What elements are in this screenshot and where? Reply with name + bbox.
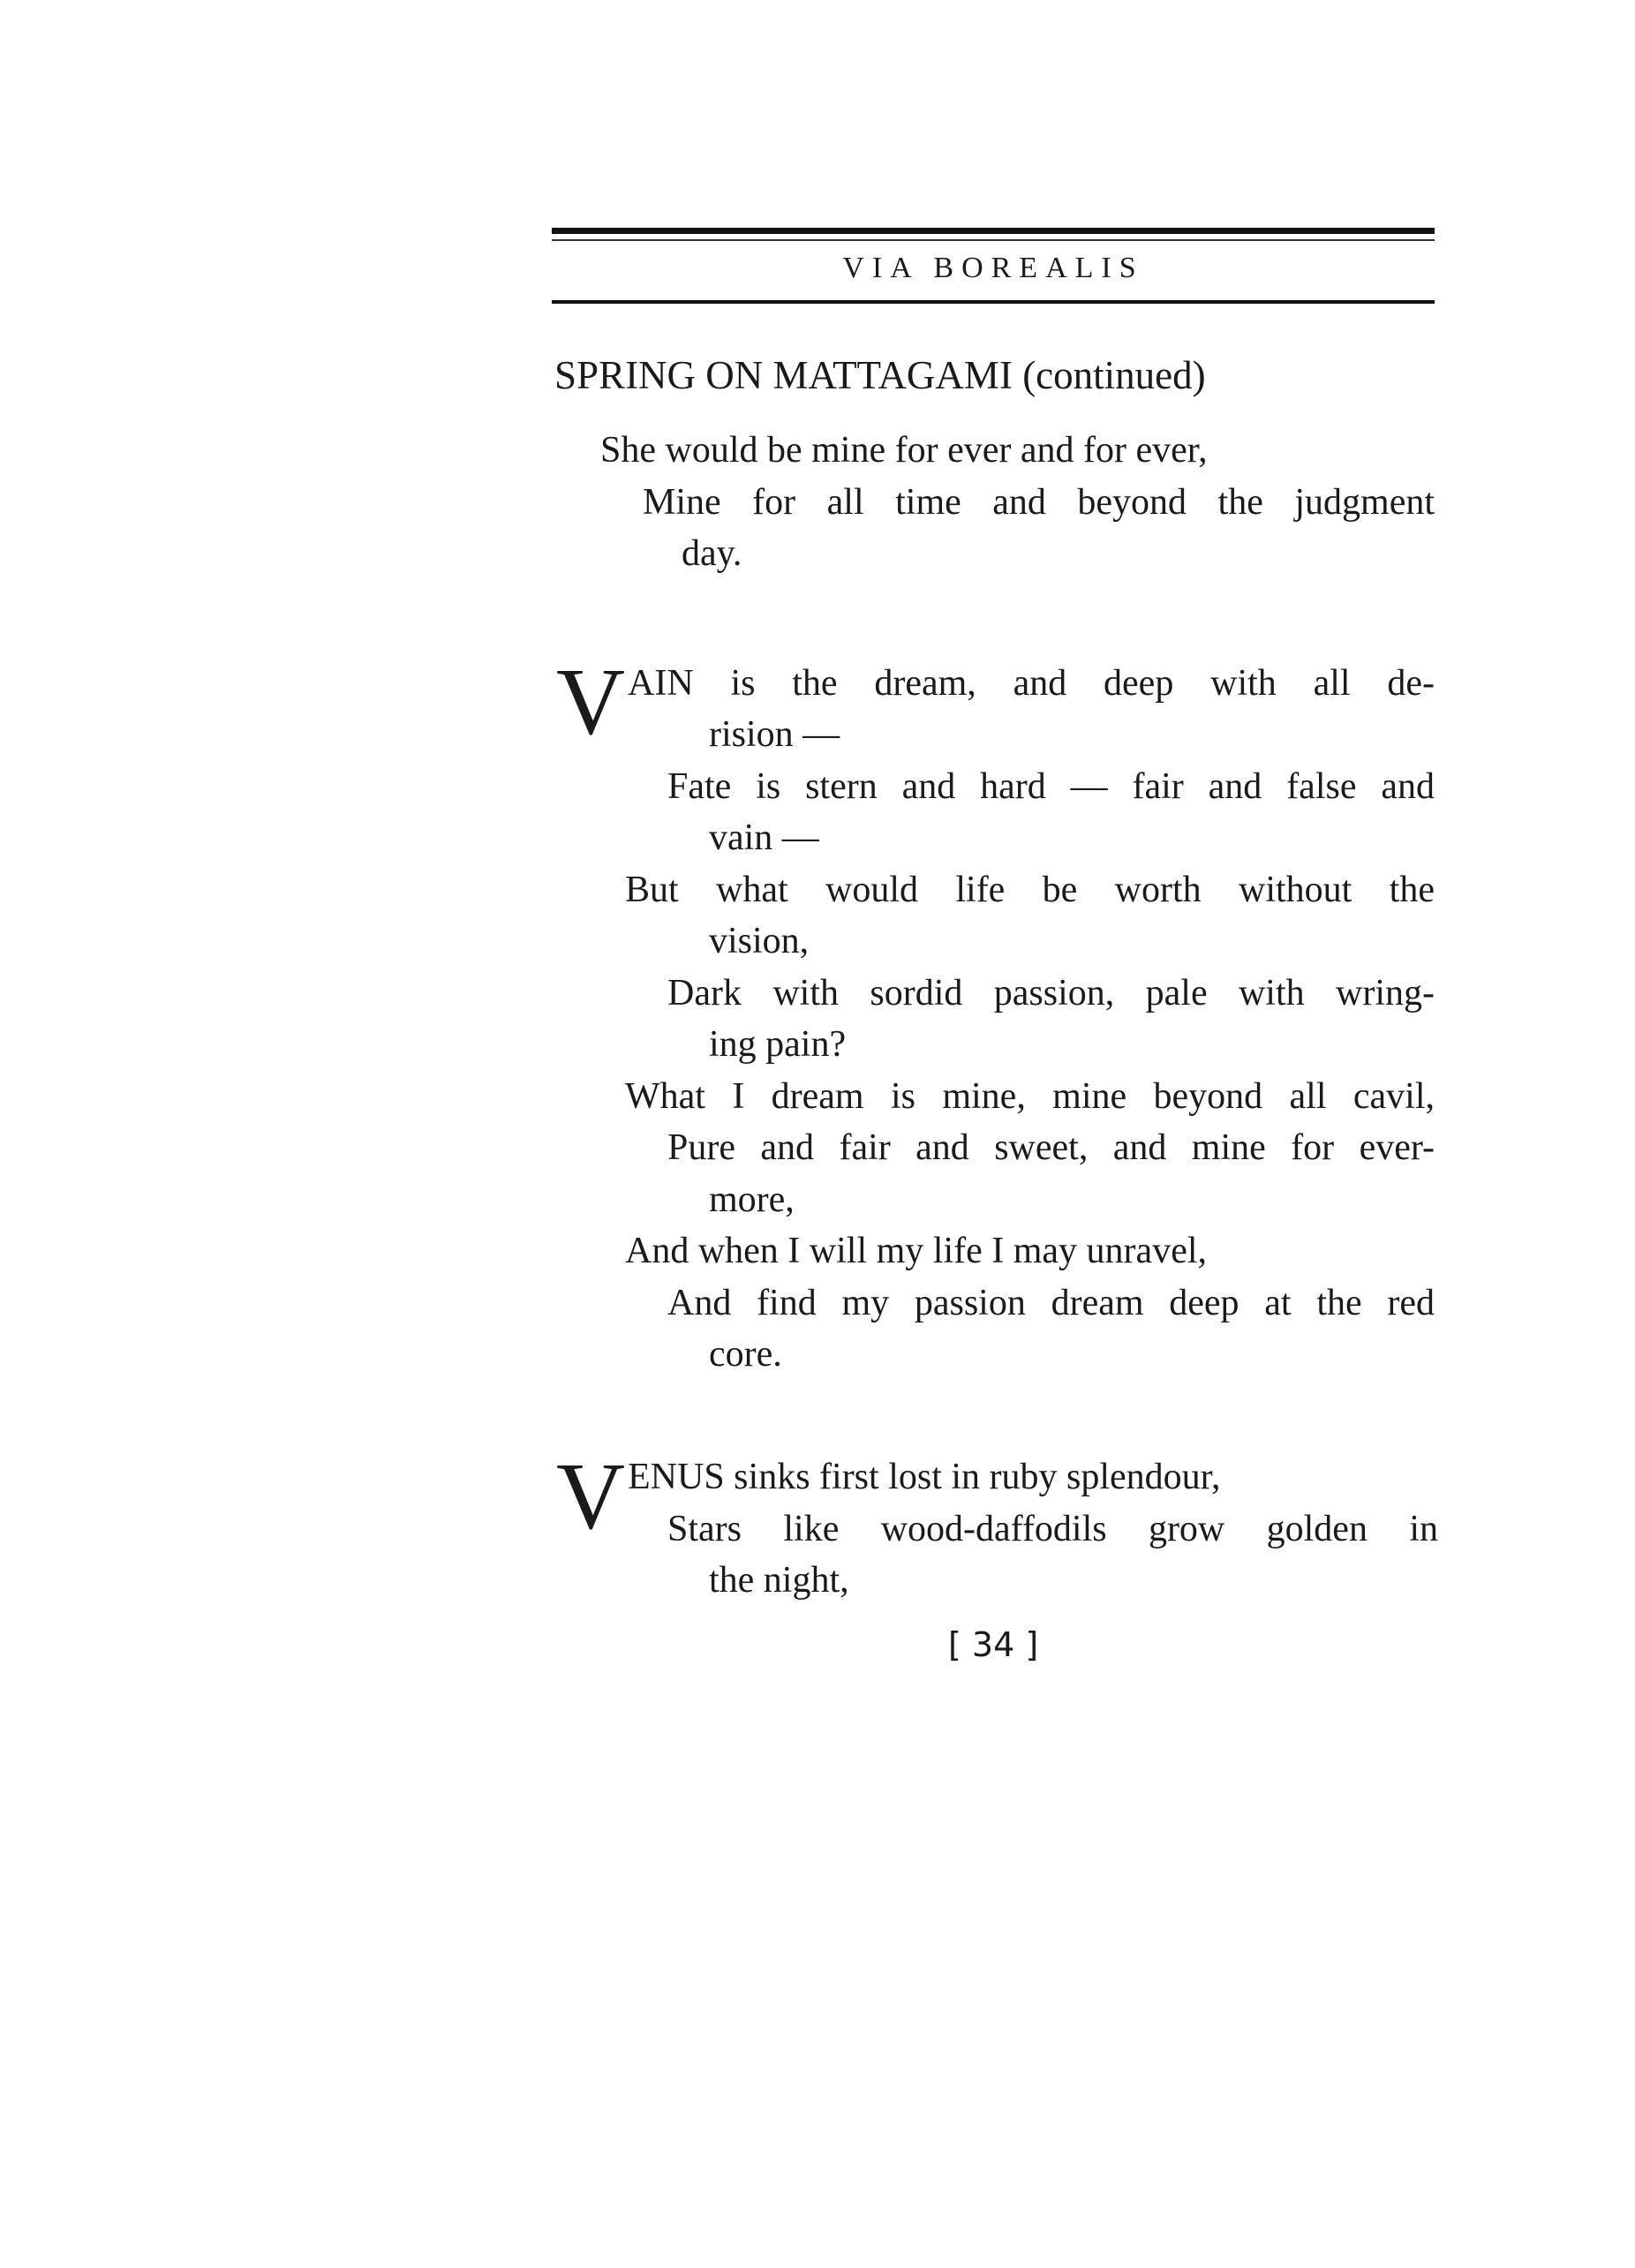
header-rule-bottom [552,300,1435,304]
poem-title-text: SPRING ON MATTAGAMI [554,353,1013,397]
verse-line: ENUS sinks first lost in ruby splendour, [628,1457,1221,1497]
verse-line: the night, [709,1560,849,1601]
drop-cap: V [556,650,625,755]
verse-line: She would be mine for ever and for ever, [600,430,1208,471]
verse-line: Fate is stern and hard — fair and false and [667,766,1435,807]
verse-line: But what would life be worth without the [625,870,1435,910]
drop-cap: V [556,1444,625,1549]
verse-line: Stars like wood-daffodils grow golden in [667,1509,1438,1549]
verse-line: core. [709,1334,782,1375]
verse-line: day. [682,533,742,574]
verse-line: rision — [709,714,840,755]
verse-line: vision, [709,921,810,961]
verse-line: vain — [709,818,819,858]
header-rule-thick [552,228,1435,234]
verse-line: Pure and fair and sweet, and mine for ever- [667,1127,1435,1168]
verse-line: Mine for all time and beyond the judgment [643,482,1435,523]
verse-line: What I dream is mine, mine beyond all cavil, [625,1076,1435,1117]
verse-line: ing pain? [709,1024,847,1065]
verse-line: And when I will my life I may unravel, [625,1231,1207,1271]
header-rule-thin [552,239,1435,241]
verse-line: more, [709,1179,795,1220]
verse-line: And find my passion dream deep at the red [667,1283,1435,1323]
page-number: [ 34 ] [948,1625,1039,1664]
poem-title-note: (continued) [1022,353,1206,397]
verse-line: AIN is the dream, and deep with all de- [628,663,1435,704]
verse-line: Dark with sordid passion, pale with wring- [667,973,1435,1013]
running-head: VIA BOREALIS [842,252,1144,284]
poem-title [554,349,1206,402]
